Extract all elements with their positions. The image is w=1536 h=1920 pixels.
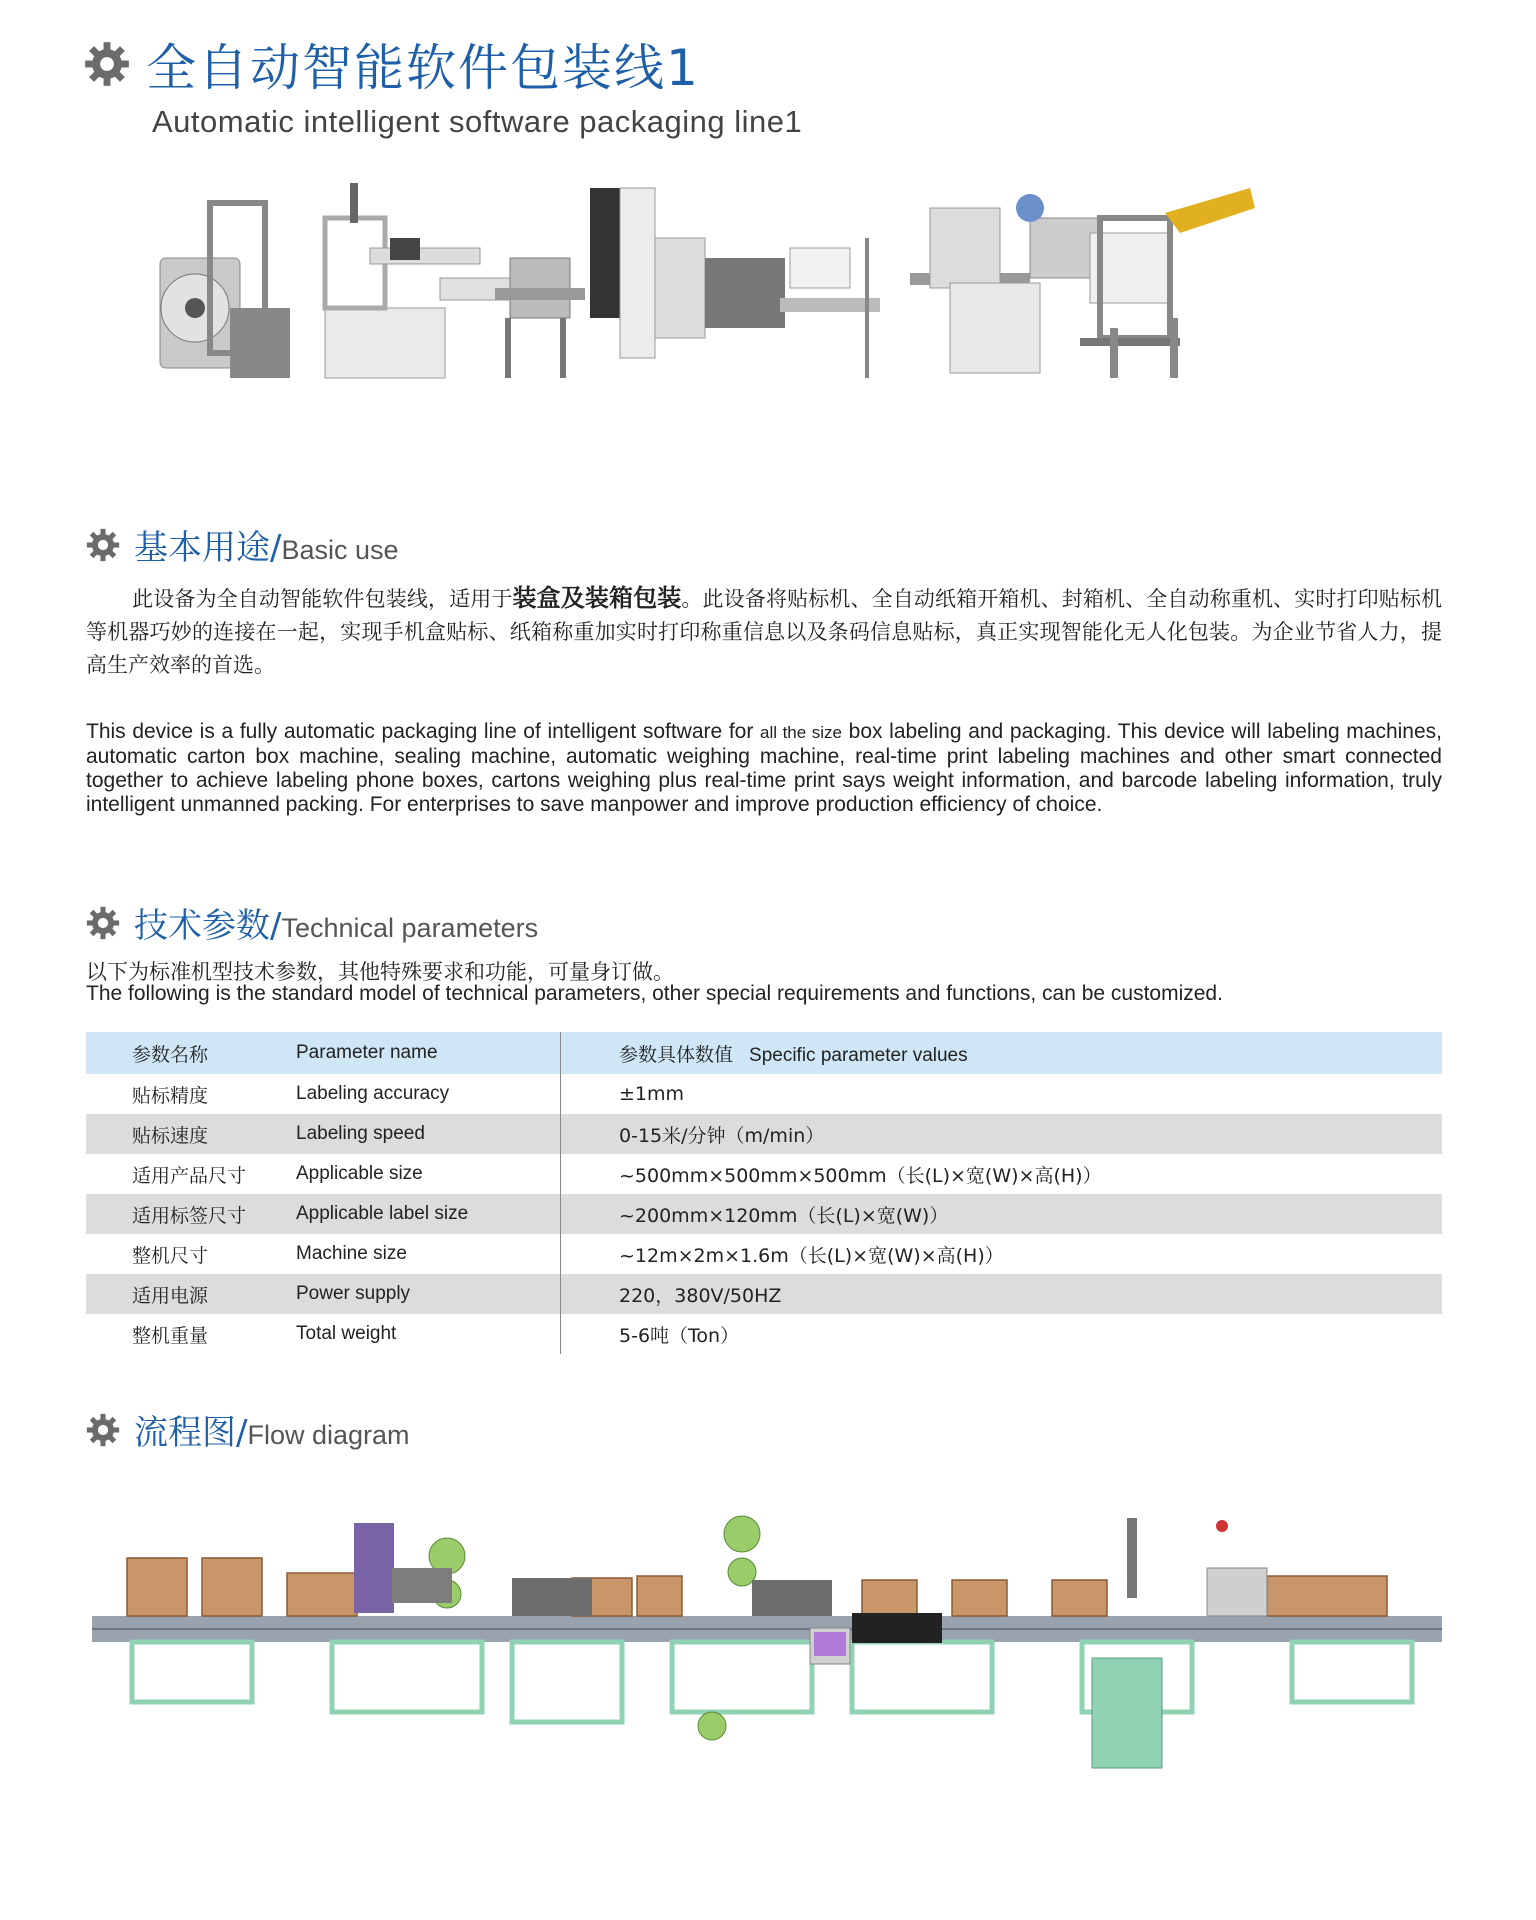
section-title-en: Technical parameters	[281, 913, 539, 943]
basic-use-paragraph-cn: 此设备为全自动智能软件包装线，适用于装盒及装箱包装。此设备将贴标机、全自动纸箱开箱机、封箱机、全自动称重机、实时打印贴标机等机器巧妙的连接在一起，实现手机盒贴标、纸箱称重加实时打印称重信息以及条码信息贴标，真正实现智能化无人化包装。为企业节省人力，提高生产效率的首选。	[86, 584, 1443, 677]
section-title-cn: 流程图/	[134, 1413, 248, 1453]
section-heading-basic-use	[86, 520, 399, 569]
page-title: 全自动智能软件包装线1	[146, 39, 700, 97]
gear-icon	[86, 906, 120, 940]
table-row: 贴标精度 Labeling accuracy ±1mm	[86, 1074, 1442, 1114]
parameters-table	[86, 1032, 1442, 1354]
table-row: 适用标签尺寸 Applicable label size ~200mm×120mm（长(L)×宽(W)）	[86, 1194, 1442, 1234]
page-header	[84, 28, 802, 140]
header-values: 参数具体数值 Specific parameter values	[561, 1032, 1443, 1074]
page-subtitle: Automatic intelligent software packaging line1	[152, 104, 803, 139]
tech-note-cn: 以下为标准机型技术参数，其他特殊要求和功能，可量身订做。	[86, 960, 674, 984]
section-heading-flow-diagram	[86, 1405, 410, 1454]
section-title-en: Basic use	[281, 535, 399, 565]
section-title-cn: 基本用途/	[134, 528, 282, 568]
table-row: 适用电源 Power supply 220，380V/50HZ	[86, 1274, 1442, 1314]
gear-icon	[84, 41, 130, 87]
table-header-row	[86, 1032, 1442, 1074]
basic-use-paragraph-en: This device is a fully automatic packaging line of intelligent software for all the size box labeling and packaging. This device will labeling machines, automatic carton box machine, sealing machine, automatic weighing machine, real-time print labeling machines and other smart connected together to achieve labeling phone boxes, cartons weighing plus real-time print says weight information, and barcode labeling information, truly intelligent unmanned packing. For enterprises to save manpower and improve production efficiency of choice.	[86, 720, 1442, 816]
table-row: 适用产品尺寸 Applicable size ~500mm×500mm×500mm（长(L)×宽(W)×高(H)）	[86, 1154, 1442, 1194]
table-row: 整机尺寸 Machine size ~12m×2m×1.6m（长(L)×宽(W)×高(H)）	[86, 1234, 1442, 1274]
section-title-cn: 技术参数/	[134, 906, 282, 946]
highlight-text: 装盒及装箱包装	[512, 584, 682, 612]
tech-note-en: The following is the standard model of technical parameters, other special requirements and functions, can be customized.	[86, 982, 1223, 1005]
flow-diagram-illustration	[92, 1498, 1442, 1798]
table-row: 整机重量 Total weight 5-6吨（Ton）	[86, 1314, 1442, 1354]
section-title-en: Flow diagram	[247, 1420, 410, 1450]
header-name-cn: 参数名称	[86, 1032, 296, 1074]
gear-icon	[86, 528, 120, 562]
packaging-line-photo	[150, 178, 1380, 408]
table-row: 贴标速度 Labeling speed 0-15米/分钟（m/min）	[86, 1114, 1442, 1154]
header-name-en: Parameter name	[296, 1032, 561, 1074]
gear-icon	[86, 1413, 120, 1447]
section-heading-technical-parameters	[86, 898, 538, 947]
